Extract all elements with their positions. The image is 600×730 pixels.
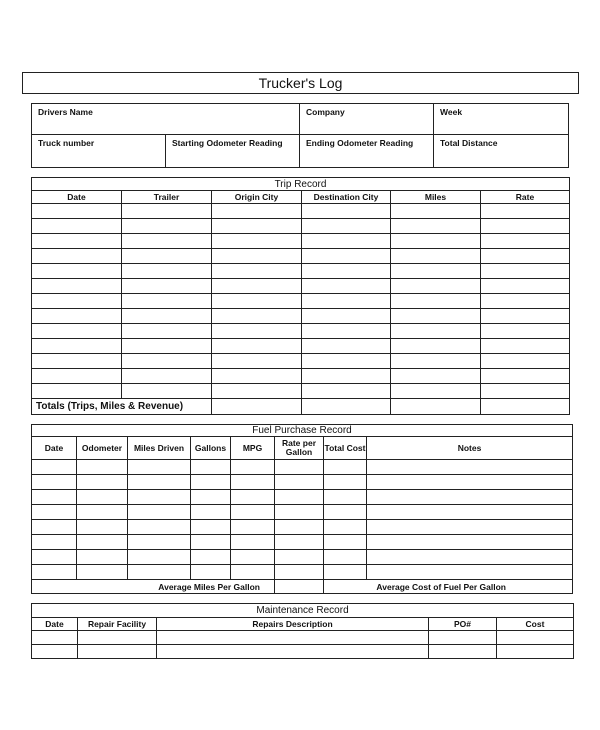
table-cell[interactable] [391,369,481,384]
table-cell[interactable] [302,219,391,234]
table-cell[interactable] [275,475,324,490]
table-cell[interactable] [32,384,122,399]
table-cell[interactable] [481,354,570,369]
table-cell[interactable] [275,490,324,505]
table-row [32,339,570,354]
table-cell[interactable] [481,399,570,415]
maint-col-repairs-description: Repairs Description [157,618,429,631]
maint-col-cost: Cost [497,618,574,631]
table-cell[interactable] [391,354,481,369]
fuel-col-mpg: MPG [231,437,275,460]
table-cell[interactable] [157,631,429,645]
table-cell[interactable] [122,264,212,279]
table-cell[interactable] [481,219,570,234]
table-row [32,535,573,550]
table-cell[interactable] [481,249,570,264]
table-cell[interactable] [302,339,391,354]
table-cell[interactable] [212,234,302,249]
table-cell[interactable] [231,490,275,505]
table-cell[interactable] [78,645,157,659]
table-cell[interactable] [481,384,570,399]
table-cell[interactable] [324,460,367,475]
table-cell[interactable] [157,645,429,659]
table-cell[interactable] [32,369,122,384]
table-cell[interactable] [481,324,570,339]
table-cell[interactable] [128,475,191,490]
fuel-header-row [32,437,573,460]
table-cell[interactable] [122,249,212,264]
trip-col-rate: Rate [481,191,570,204]
table-cell[interactable] [191,565,231,580]
table-cell[interactable] [128,505,191,520]
week-field[interactable]: Week [434,104,569,135]
table-cell[interactable] [367,490,573,505]
table-cell[interactable] [212,279,302,294]
table-row [32,264,570,279]
fuel-col-notes: Notes [367,437,573,460]
table-cell[interactable] [128,460,191,475]
table-cell[interactable] [302,384,391,399]
table-cell[interactable] [77,535,128,550]
drivers-name-field[interactable]: Drivers Name [32,104,300,135]
table-cell[interactable] [77,490,128,505]
truck-number-field[interactable]: Truck number [32,135,166,168]
table-cell[interactable] [78,631,157,645]
table-cell[interactable] [212,354,302,369]
table-cell[interactable] [32,550,77,565]
table-cell[interactable] [212,324,302,339]
table-cell[interactable] [324,565,367,580]
company-field[interactable]: Company [300,104,434,135]
table-cell[interactable] [32,324,122,339]
table-cell[interactable] [391,384,481,399]
table-cell[interactable] [231,535,275,550]
table-cell[interactable] [32,204,122,219]
table-cell[interactable] [128,520,191,535]
table-cell[interactable] [212,204,302,219]
table-cell[interactable] [212,264,302,279]
table-cell[interactable] [324,550,367,565]
table-cell[interactable] [231,520,275,535]
table-cell[interactable] [497,631,574,645]
table-cell[interactable] [122,219,212,234]
table-cell[interactable] [324,520,367,535]
table-cell[interactable] [122,294,212,309]
table-cell[interactable] [367,565,573,580]
table-row [32,490,573,505]
table-cell[interactable] [481,264,570,279]
table-cell[interactable] [32,505,77,520]
table-cell[interactable] [481,339,570,354]
table-cell[interactable] [32,535,77,550]
table-cell[interactable] [231,460,275,475]
table-cell[interactable] [302,204,391,219]
trip-record-title: Trip Record [32,178,570,191]
table-cell[interactable] [367,520,573,535]
total-distance-field[interactable]: Total Distance [434,135,569,168]
table-cell[interactable] [275,460,324,475]
table-cell[interactable] [231,565,275,580]
table-cell[interactable] [275,505,324,520]
table-cell[interactable] [367,535,573,550]
table-cell[interactable] [429,645,497,659]
table-cell[interactable] [191,550,231,565]
table-cell[interactable] [367,550,573,565]
table-row [32,550,573,565]
table-cell[interactable] [77,550,128,565]
table-cell[interactable] [212,249,302,264]
fuel-col-total-cost: Total Cost [324,437,367,460]
fuel-col-miles-driven: Miles Driven [128,437,191,460]
trip-totals-label: Totals (Trips, Miles & Revenue) [32,399,212,415]
table-cell[interactable] [191,460,231,475]
table-row [32,369,570,384]
table-cell[interactable] [212,369,302,384]
table-cell[interactable] [275,535,324,550]
table-cell[interactable] [302,279,391,294]
ending-odometer-field[interactable]: Ending Odometer Reading [300,135,434,168]
table-cell[interactable] [32,279,122,294]
table-row [32,565,573,580]
table-cell[interactable] [212,294,302,309]
table-cell[interactable] [32,490,77,505]
table-cell[interactable] [32,520,77,535]
table-cell[interactable] [481,279,570,294]
table-cell[interactable] [275,520,324,535]
trip-record-table [31,177,570,415]
table-cell[interactable] [32,309,122,324]
maintenance-record-table [31,603,574,659]
table-cell[interactable] [77,520,128,535]
table-cell[interactable] [191,475,231,490]
table-cell[interactable] [275,550,324,565]
table-cell[interactable] [191,535,231,550]
table-cell[interactable] [481,369,570,384]
avg-miles-per-gallon-label: Average Miles Per Gallon [32,580,275,594]
table-cell[interactable] [324,490,367,505]
maint-col-date: Date [32,618,78,631]
table-cell[interactable] [391,249,481,264]
trip-col-trailer: Trailer [122,191,212,204]
table-cell[interactable] [212,384,302,399]
table-cell[interactable] [32,354,122,369]
driver-info-table [31,103,569,168]
table-cell[interactable] [481,294,570,309]
table-cell[interactable] [32,264,122,279]
table-cell[interactable] [302,399,391,415]
table-cell[interactable] [32,294,122,309]
table-cell[interactable] [231,505,275,520]
table-cell[interactable] [324,535,367,550]
table-row [32,279,570,294]
table-cell[interactable] [32,645,78,659]
table-cell[interactable] [302,369,391,384]
fuel-col-date: Date [32,437,77,460]
table-cell[interactable] [324,505,367,520]
table-cell[interactable] [122,324,212,339]
table-cell[interactable] [191,520,231,535]
table-cell[interactable] [391,309,481,324]
table-cell[interactable] [32,219,122,234]
table-cell[interactable] [391,279,481,294]
table-cell[interactable] [122,369,212,384]
fuel-col-rate-per-gallon: Rate per Gallon [275,437,324,460]
table-cell[interactable] [302,354,391,369]
table-cell[interactable] [77,460,128,475]
table-cell[interactable] [391,399,481,415]
table-cell[interactable] [367,460,573,475]
table-cell[interactable] [122,279,212,294]
maint-col-repair-facility: Repair Facility [78,618,157,631]
fuel-col-gallons: Gallons [191,437,231,460]
maint-col-po: PO# [429,618,497,631]
table-row [32,520,573,535]
table-cell[interactable] [324,475,367,490]
table-cell[interactable] [231,550,275,565]
table-cell[interactable] [275,565,324,580]
table-cell[interactable] [481,234,570,249]
table-cell[interactable] [32,565,77,580]
starting-odometer-field[interactable]: Starting Odometer Reading [166,135,300,168]
table-cell[interactable] [77,475,128,490]
table-cell[interactable] [122,384,212,399]
table-cell[interactable] [302,234,391,249]
table-row [32,505,573,520]
table-cell[interactable] [231,475,275,490]
trip-col-miles: Miles [391,191,481,204]
avg-miles-per-gallon-value[interactable] [275,580,324,594]
table-row [32,645,574,659]
avg-cost-per-gallon-label: Average Cost of Fuel Per Gallon [324,580,573,594]
table-cell[interactable] [32,339,122,354]
table-cell[interactable] [32,460,77,475]
table-cell[interactable] [32,631,78,645]
table-cell[interactable] [122,309,212,324]
table-cell[interactable] [212,399,302,415]
table-cell[interactable] [128,490,191,505]
maintenance-record-title: Maintenance Record [32,604,574,618]
table-cell[interactable] [191,490,231,505]
fuel-record-table [31,424,573,594]
trip-col-origin: Origin City [212,191,302,204]
table-cell[interactable] [32,475,77,490]
table-cell[interactable] [77,565,128,580]
trip-col-date: Date [32,191,122,204]
table-row [32,460,573,475]
table-row [32,204,570,219]
maintenance-header-row [32,618,574,631]
trip-header-row [32,191,570,204]
table-cell[interactable] [391,264,481,279]
table-cell[interactable] [302,249,391,264]
table-row [32,384,570,399]
table-cell[interactable] [302,264,391,279]
table-row [32,294,570,309]
table-cell[interactable] [122,234,212,249]
table-cell[interactable] [77,505,128,520]
table-cell[interactable] [391,339,481,354]
table-cell[interactable] [391,234,481,249]
table-cell[interactable] [429,631,497,645]
trip-col-destination: Destination City [302,191,391,204]
table-cell[interactable] [32,234,122,249]
table-row [32,309,570,324]
table-cell[interactable] [212,339,302,354]
table-cell[interactable] [128,535,191,550]
table-cell[interactable] [497,645,574,659]
fuel-record-title: Fuel Purchase Record [32,425,573,437]
table-cell[interactable] [391,204,481,219]
table-cell[interactable] [212,219,302,234]
table-cell[interactable] [32,249,122,264]
table-cell[interactable] [122,339,212,354]
table-row [32,219,570,234]
table-cell[interactable] [128,565,191,580]
table-row [32,234,570,249]
table-cell[interactable] [302,309,391,324]
table-row [32,249,570,264]
table-cell[interactable] [481,204,570,219]
table-cell[interactable] [122,204,212,219]
table-cell[interactable] [122,354,212,369]
table-cell[interactable] [302,324,391,339]
table-cell[interactable] [367,475,573,490]
table-cell[interactable] [302,294,391,309]
table-row [32,631,574,645]
fuel-col-odometer: Odometer [77,437,128,460]
table-row [32,324,570,339]
table-row [32,475,573,490]
table-cell[interactable] [391,219,481,234]
table-cell[interactable] [367,505,573,520]
page-title: Trucker's Log [22,72,579,94]
table-cell[interactable] [391,294,481,309]
table-cell[interactable] [128,550,191,565]
table-row [32,354,570,369]
table-cell[interactable] [391,324,481,339]
table-cell[interactable] [481,309,570,324]
table-cell[interactable] [191,505,231,520]
table-cell[interactable] [212,309,302,324]
